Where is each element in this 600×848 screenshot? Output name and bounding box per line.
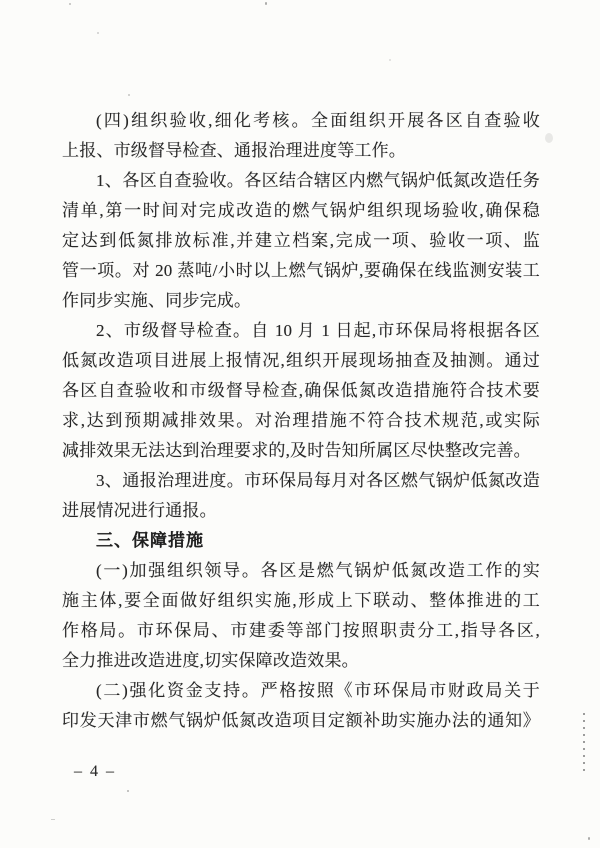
text-line: 2、市级督导检查。自 10 月 1 日起,市环保局将根据各区: [96, 321, 540, 340]
text-line: 3、通报治理进度。市环保局每月对各区燃气锅炉低氮改造: [96, 471, 540, 490]
text-line: 上报、市级督导检查、通报治理进度等工作。: [62, 141, 406, 160]
scan-speck: [97, 32, 99, 34]
scan-speck: [127, 790, 129, 792]
text-line: 全力推进改造进度,切实保障改造效果。: [62, 651, 359, 670]
text-line: (四)组织验收,细化考核。全面组织开展各区自查验收: [96, 111, 540, 130]
scan-speck: [588, 837, 590, 840]
text-line: 作格局。市环保局、市建委等部门按照职责分工,指导各区,: [62, 621, 540, 640]
text-line: 进展情况进行通报。: [62, 501, 217, 520]
text-line: 各区自查验收和市级督导检查,确保低氮改造措施符合技术要: [62, 381, 540, 400]
scan-speck: [265, 2, 267, 5]
scan-speck: [389, 59, 391, 61]
section-heading: 三、保障措施: [96, 531, 204, 550]
scan-smudge: [545, 133, 553, 143]
text-line: 减排效果无法达到治理要求的,及时告知所属区尽快整改完善。: [62, 441, 531, 460]
text-line: (一)加强组织领导。各区是燃气锅炉低氮改造工作的实: [96, 561, 540, 580]
text-line: 求,达到预期减排效果。对治理措施不符合技术规范,或实际: [62, 411, 540, 430]
text-line: 管一项。对 20 蒸吨/小时以上燃气锅炉,要确保在线监测安装工: [62, 261, 540, 280]
scan-edge-marks: [583, 713, 585, 773]
text-line: 1、各区自查验收。各区结合辖区内燃气锅炉低氮改造任务: [96, 171, 540, 190]
text-line: 施主体,要全面做好组织实施,形成上下联动、整体推进的工: [62, 591, 540, 610]
text-line: 印发天津市燃气锅炉低氮改造项目定额补助实施办法的通知》: [62, 711, 540, 730]
scan-speck: [51, 819, 55, 820]
scan-speck: [128, 94, 130, 96]
text-line: 清单,第一时间对完成改造的燃气锅炉组织现场验收,确保稳: [62, 201, 540, 220]
text-line: 作同步实施、同步完成。: [62, 291, 252, 310]
text-line: 低氮改造项目进展上报情况,组织开展现场抽查及抽测。通过: [62, 351, 540, 370]
text-line: (二)强化资金支持。严格按照《市环保局市财政局关于: [96, 681, 540, 700]
text-line: 定达到低氮排放标准,并建立档案,完成一项、验收一项、监: [62, 231, 540, 250]
scan-speck: [69, 3, 71, 5]
page-number: – 4 –: [74, 763, 116, 780]
document-text-block: [62, 106, 540, 736]
